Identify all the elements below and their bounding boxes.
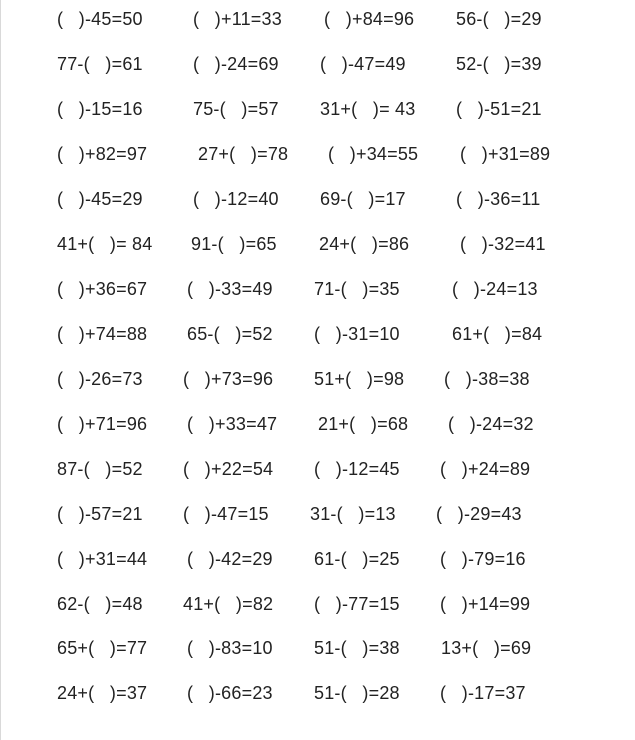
equation-r7-c3: 71-( )=35: [314, 279, 400, 299]
equation-r1-c1: ( )-45=50: [57, 9, 143, 29]
equation-r2-c1: 77-( )=61: [57, 54, 143, 74]
equation-r8-c2: 65-( )=52: [187, 324, 273, 344]
equation-r16-c2: ( )-66=23: [187, 683, 273, 703]
equation-r14-c2: 41+( )=82: [183, 594, 274, 614]
equation-r10-c2: ( )+33=47: [187, 414, 278, 434]
equation-r4-c4: ( )+31=89: [460, 144, 551, 164]
equation-r10-c4: ( )-24=32: [448, 414, 534, 434]
equation-r1-c2: ( )+11=33: [193, 9, 282, 29]
equation-r13-c3: 61-( )=25: [314, 549, 400, 569]
equation-r4-c2: 27+( )=78: [198, 144, 289, 164]
equation-r14-c1: 62-( )=48: [57, 594, 143, 614]
equation-r5-c4: ( )-36=11: [456, 189, 541, 209]
equation-r15-c3: 51-( )=38: [314, 638, 400, 658]
equation-r5-c3: 69-( )=17: [320, 189, 406, 209]
equation-r7-c1: ( )+36=67: [57, 279, 148, 299]
equation-r8-c3: ( )-31=10: [314, 324, 400, 344]
equation-r3-c3: 31+( )= 43: [320, 99, 416, 119]
equation-r2-c3: ( )-47=49: [320, 54, 406, 74]
equation-r5-c2: ( )-12=40: [193, 189, 279, 209]
equation-r11-c2: ( )+22=54: [183, 459, 274, 479]
equation-r3-c2: 75-( )=57: [193, 99, 279, 119]
equation-r5-c1: ( )-45=29: [57, 189, 143, 209]
equation-r9-c4: ( )-38=38: [444, 369, 530, 389]
equation-r4-c3: ( )+34=55: [328, 144, 419, 164]
equation-r1-c4: 56-( )=29: [456, 9, 542, 29]
equation-r8-c4: 61+( )=84: [452, 324, 543, 344]
equation-r12-c4: ( )-29=43: [436, 504, 522, 524]
equation-r12-c2: ( )-47=15: [183, 504, 269, 524]
equation-r12-c3: 31-( )=13: [310, 504, 396, 524]
equation-r15-c4: 13+( )=69: [441, 638, 532, 658]
equation-r9-c1: ( )-26=73: [57, 369, 143, 389]
equation-r2-c4: 52-( )=39: [456, 54, 542, 74]
equation-r6-c3: 24+( )=86: [319, 234, 410, 254]
equation-r3-c1: ( )-15=16: [57, 99, 143, 119]
equation-r9-c2: ( )+73=96: [183, 369, 274, 389]
equation-r8-c1: ( )+74=88: [57, 324, 148, 344]
equation-r9-c3: 51+( )=98: [314, 369, 405, 389]
equation-r15-c1: 65+( )=77: [57, 638, 148, 658]
equation-r4-c1: ( )+82=97: [57, 144, 148, 164]
equation-r13-c1: ( )+31=44: [57, 549, 148, 569]
equation-r16-c4: ( )-17=37: [440, 683, 526, 703]
equation-r10-c1: ( )+71=96: [57, 414, 148, 434]
equation-r6-c1: 41+( )= 84: [57, 234, 153, 254]
equation-r11-c4: ( )+24=89: [440, 459, 531, 479]
equation-r11-c1: 87-( )=52: [57, 459, 143, 479]
equation-r14-c3: ( )-77=15: [314, 594, 400, 614]
equation-r11-c3: ( )-12=45: [314, 459, 400, 479]
equation-r6-c2: 91-( )=65: [191, 234, 277, 254]
equation-r7-c2: ( )-33=49: [187, 279, 273, 299]
equation-r13-c4: ( )-79=16: [440, 549, 526, 569]
equation-r16-c3: 51-( )=28: [314, 683, 400, 703]
equation-r13-c2: ( )-42=29: [187, 549, 273, 569]
equation-r1-c3: ( )+84=96: [324, 9, 415, 29]
equation-r12-c1: ( )-57=21: [57, 504, 143, 524]
equation-r16-c1: 24+( )=37: [57, 683, 148, 703]
equation-r3-c4: ( )-51=21: [456, 99, 542, 119]
equation-r6-c4: ( )-32=41: [460, 234, 546, 254]
equation-r15-c2: ( )-83=10: [187, 638, 273, 658]
equation-r7-c4: ( )-24=13: [452, 279, 538, 299]
equation-r10-c3: 21+( )=68: [318, 414, 409, 434]
equation-r2-c2: ( )-24=69: [193, 54, 279, 74]
equation-r14-c4: ( )+14=99: [440, 594, 531, 614]
